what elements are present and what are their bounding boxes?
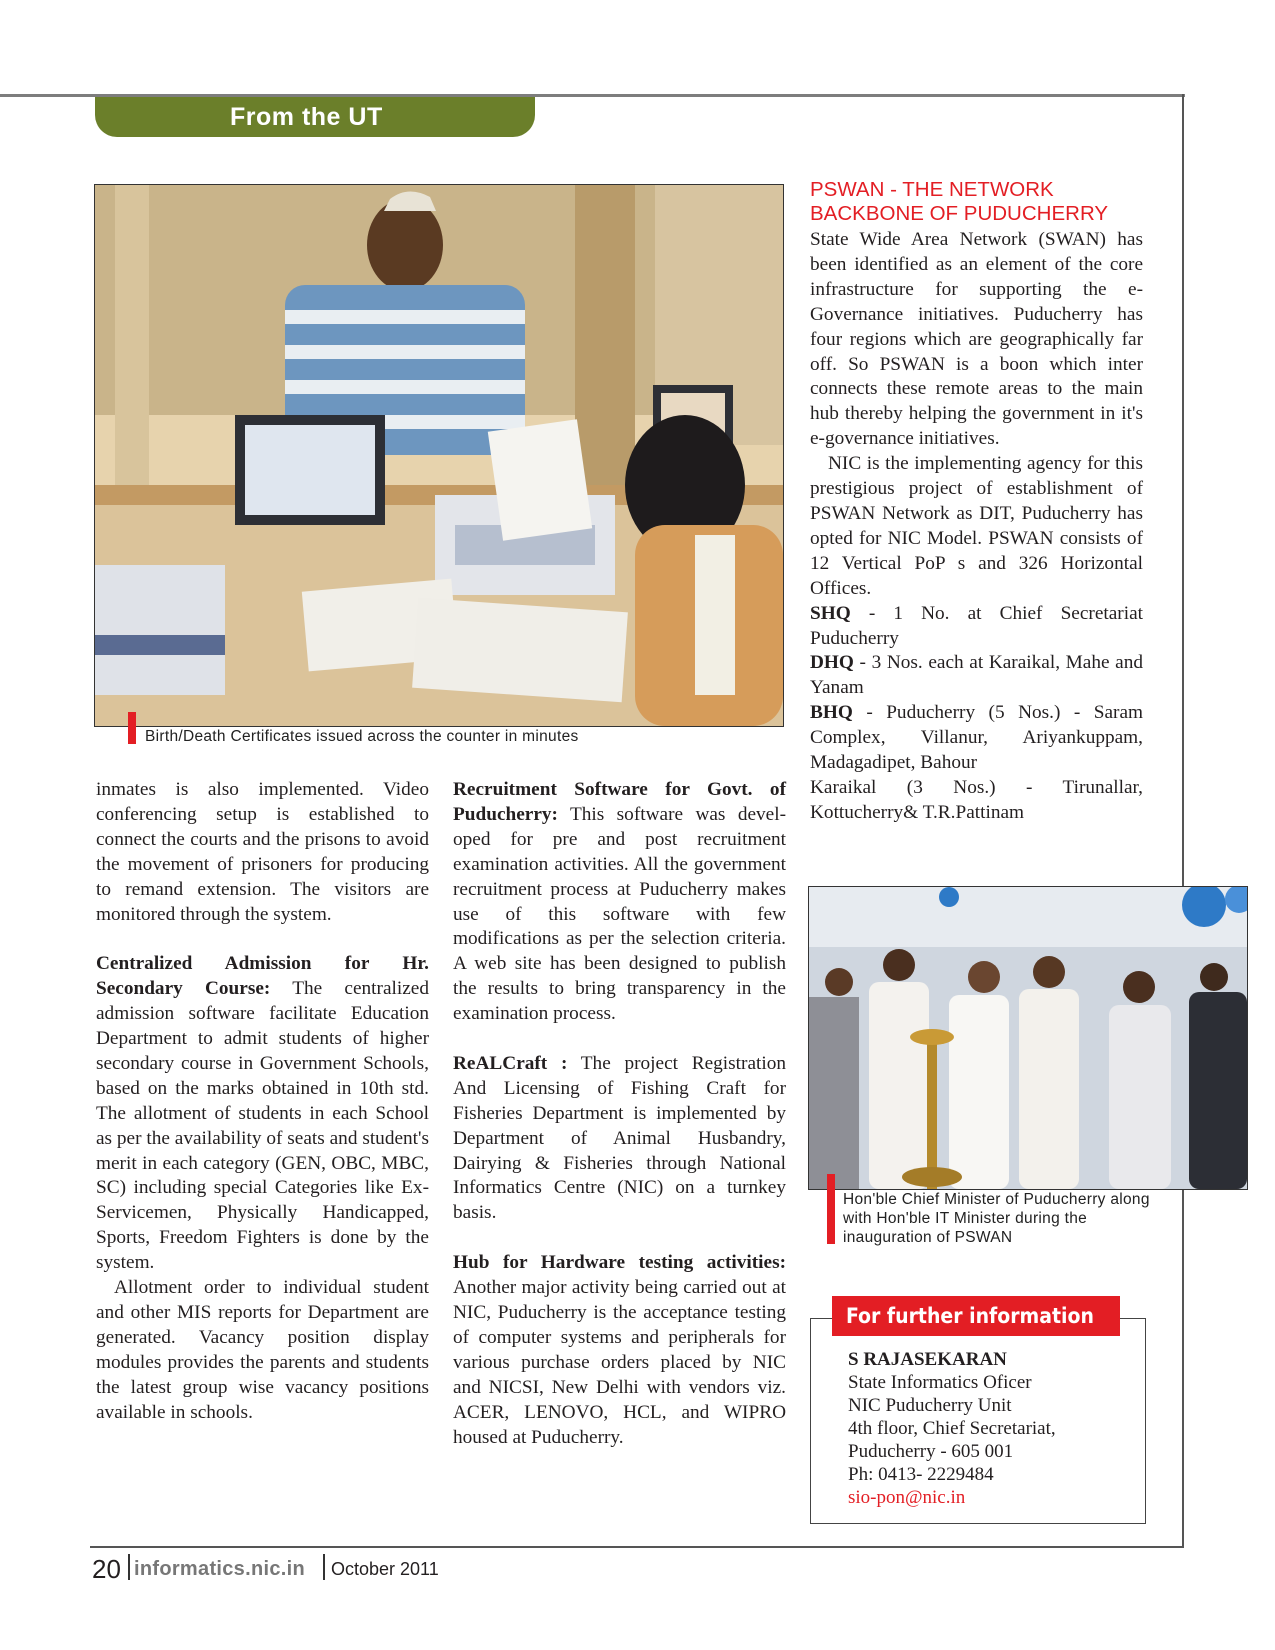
footer-issue: October 2011 — [331, 1559, 439, 1579]
photo-caption: Hon'ble Chief Minister of Puducherry along with Hon'ble IT Minister during the inauguration of PSWAN — [843, 1191, 1150, 1246]
realcraft-body: The project Registration And Licensing of Fishing Craft for Fisheries Department is implemented by Department of Animal Husbandry, Dairying & Fisheries through National Informatics Centre (NIC) on a turnkey basis. — [453, 1052, 786, 1224]
shq-text: - 1 No. at Chief Secretariat Puducherry — [810, 602, 1143, 649]
contact-address-line-2: Puducherry - 605 001 — [848, 1441, 1014, 1462]
admission-heading: Centralized Admission for Hr. Secondary Course: — [96, 953, 429, 1000]
pswan-heading: PSWAN - THE NETWORK BACKBONE OF PUDUCHERRY — [810, 178, 1109, 225]
contact-name: S RAJASEKARAN — [848, 1349, 1007, 1370]
bottom-rule — [90, 1546, 1184, 1548]
realcraft-heading: ReALCraft : — [453, 1052, 568, 1074]
photo-pswan-inauguration — [808, 886, 1248, 1190]
shq-line — [810, 602, 1143, 652]
recruitment-heading: Recruitment Software for Govt. of Puducherry: — [453, 779, 786, 825]
page-number: 20 — [92, 1554, 121, 1584]
contact-title: State Informatics Oficer — [848, 1372, 1032, 1393]
caption-accent-bar — [827, 1174, 835, 1244]
contact-phone: Ph: 0413- 2229484 — [848, 1464, 994, 1485]
bhq-line — [810, 701, 1143, 776]
allotment-paragraph: Allotment order to individual student and other MIS reports for Department are generated. Vacancy position display modules provides the parents and students the latest group wise vacancy positions available in schools. — [96, 1277, 429, 1423]
caption-accent-bar — [128, 712, 136, 744]
karaikal-line: Karaikal (3 Nos.) - Tirunallar, Kottucherry& T.R.Pattinam — [810, 776, 1143, 823]
pswan-intro: State Wide Area Network (SWAN) has been identified as an element of the core infrastructure for supporting the e-Governance initiatives. Puducherry has four regions which are geographically far off. So PSWAN is a boon which inter connects these remote areas to the main hub thereby helping the government in it's e-governance initiatives. — [810, 229, 1143, 450]
recruitment-paragraph — [453, 778, 786, 1027]
footer-site: informatics.nic.in — [134, 1558, 305, 1580]
right-rule — [1182, 94, 1184, 1548]
section-tab: From the UT — [95, 97, 535, 137]
hub-paragraph — [453, 1251, 786, 1450]
contact-details — [848, 1348, 1056, 1509]
column-2 — [453, 778, 786, 1450]
column-3 — [810, 228, 1143, 826]
admission-body: The centralized admission software facilitate Education Department to admit students of higher secondary course in Government Schools, based on the marks obtained in 10th std. The allotment of students in each School as per the availability of seats and student's merit in each category (GEN, OBC, MBC, SC) including special Categories like Ex-Servicemen, Physically Handicapped, Sports, Freedom Fighters is done by the system. — [96, 978, 429, 1274]
hub-heading: Hub for Hardware testing activities: — [453, 1252, 786, 1274]
contact-unit: NIC Puducherry Unit — [848, 1395, 1012, 1416]
contact-box-title: For further information — [832, 1296, 1120, 1336]
prison-paragraph: inmates is also implemented. Video conferencing setup is established to connect the courts and the prisons to avoid the movement of prisoners for producing to remand extension. The visitors are monitored through the system. — [96, 779, 429, 925]
bhq-label: BHQ — [810, 702, 853, 724]
shq-label: SHQ — [810, 602, 851, 624]
dhq-label: DHQ — [810, 652, 854, 674]
recruitment-body: This software was developed for pre and post recruitment examination activities. All the government recruitment process at Puducherry makes use of this software with few modifications as per the selection criteria. A web site has been designed to publish the results to bring transparency in the examination process. — [453, 803, 786, 1025]
contact-email-link[interactable]: sio-pon@nic.in — [848, 1487, 966, 1508]
footer-divider — [323, 1554, 325, 1580]
footer-divider — [128, 1554, 130, 1580]
photo-caption: Birth/Death Certificates issued across the counter in minutes — [145, 728, 579, 745]
photo-certificate-counter — [94, 184, 784, 727]
dhq-text: - 3 Nos. each at Karaikal, Mahe and Yanam — [810, 652, 1143, 699]
column-1 — [96, 778, 429, 1426]
pswan-nic-paragraph: NIC is the implementing agency for this prestigious project of establishment of PSWAN Network as DIT, Puducherry has opted for NIC Model. PSWAN consists of 12 Vertical PoP s and 326 Horizontal Offices. — [810, 453, 1143, 599]
dhq-line — [810, 651, 1143, 701]
realcraft-paragraph — [453, 1052, 786, 1226]
contact-address-line-1: 4th floor, Chief Secretariat, — [848, 1418, 1056, 1439]
admission-paragraph — [96, 952, 429, 1276]
bhq-text: - Puducherry (5 Nos.) - Saram Complex, Villanur, Ariyankuppam, Madagadipet, Bahour — [810, 702, 1143, 774]
hub-body: Another major activity being carried out at NIC, Puducherry is the acceptance testing of computer systems and peripherals for various purchase orders placed by NIC and NICSI, New Delhi with vendors viz. ACER, LENOVO, HCL, and WIPRO housed at Puducherry. — [453, 1277, 786, 1448]
